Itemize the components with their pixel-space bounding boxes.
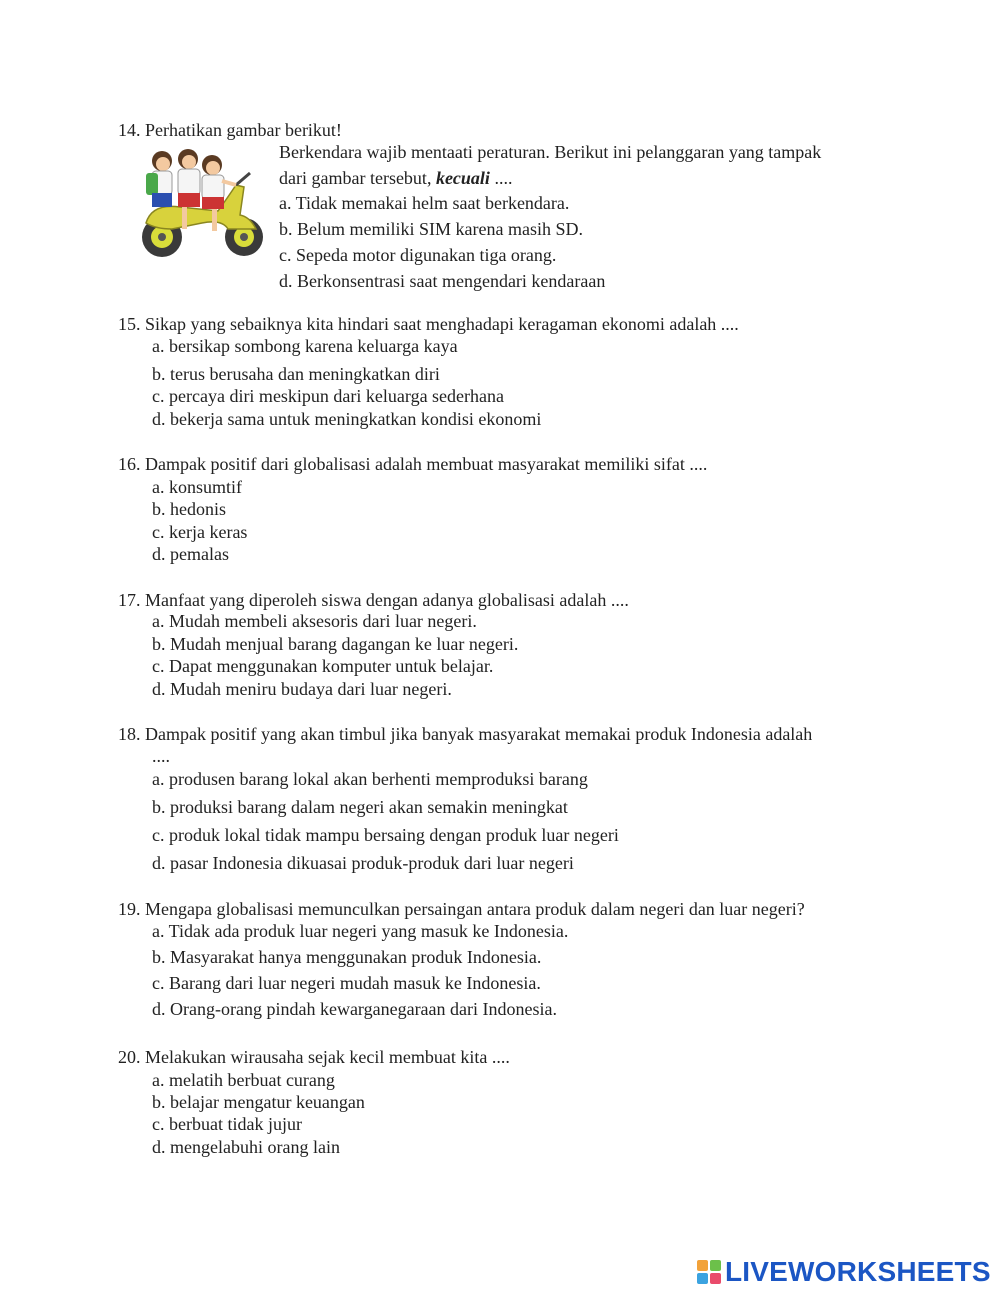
question-15-stem: 15. Sikap yang sebaiknya kita hindari saat menghadapi keragaman ekonomi adalah .... bbox=[118, 314, 739, 334]
question-19-option-c: c. Barang dari luar negeri mudah masuk ke Indonesia. bbox=[152, 973, 541, 993]
question-14-option-d: d. Berkonsentrasi saat mengendari kendaraan bbox=[279, 271, 606, 291]
question-16-option-b: b. hedonis bbox=[152, 499, 226, 519]
question-15-option-a: a. bersikap sombong karena keluarga kaya bbox=[152, 336, 458, 356]
question-17-option-d: d. Mudah meniru budaya dari luar negeri. bbox=[152, 679, 452, 699]
question-20-option-a: a. melatih berbuat curang bbox=[152, 1070, 335, 1090]
question-18-option-d: d. pasar Indonesia dikuasai produk-produk dari luar negeri bbox=[152, 853, 574, 873]
question-20-option-b: b. belajar mengatur keuangan bbox=[152, 1092, 365, 1112]
question-14-text-prefix: dari gambar tersebut, bbox=[279, 168, 436, 188]
question-17-option-a: a. Mudah membeli aksesoris dari luar negeri. bbox=[152, 611, 477, 631]
question-14-option-a: a. Tidak memakai helm saat berkendara. bbox=[279, 193, 570, 213]
logo-blocks-icon bbox=[697, 1260, 721, 1284]
question-20-option-d: d. mengelabuhi orang lain bbox=[152, 1137, 340, 1157]
question-14-option-b: b. Belum memiliki SIM karena masih SD. bbox=[279, 219, 583, 239]
question-14-text-line-2 bbox=[279, 167, 512, 189]
logo-text: LIVEWORKSHEETS bbox=[725, 1256, 991, 1287]
question-17-option-c: c. Dapat menggunakan komputer untuk belajar. bbox=[152, 656, 494, 676]
question-14-emphasis: kecuali bbox=[435, 168, 490, 188]
question-17-stem: 17. Manfaat yang diperoleh siswa dengan adanya globalisasi adalah .... bbox=[118, 590, 629, 610]
logo-block-1 bbox=[697, 1260, 708, 1271]
question-17-option-b: b. Mudah menjual barang dagangan ke luar negeri. bbox=[152, 634, 519, 654]
question-20-stem: 20. Melakukan wirausaha sejak kecil membuat kita .... bbox=[118, 1047, 510, 1067]
motorcycle-children-illustration bbox=[132, 145, 272, 263]
logo-block-3 bbox=[697, 1273, 708, 1284]
question-16-option-c: c. kerja keras bbox=[152, 522, 248, 542]
question-18-option-b: b. produksi barang dalam negeri akan semakin meningkat bbox=[152, 797, 568, 817]
question-14-text-line-1: Berkendara wajib mentaati peraturan. Berikut ini pelanggaran yang tampak bbox=[279, 142, 822, 162]
question-20-option-c: c. berbuat tidak jujur bbox=[152, 1114, 302, 1134]
question-19-option-a: a. Tidak ada produk luar negeri yang masuk ke Indonesia. bbox=[152, 921, 569, 941]
question-18-option-a: a. produsen barang lokal akan berhenti memproduksi barang bbox=[152, 769, 588, 789]
logo-block-4 bbox=[710, 1273, 721, 1284]
question-14-text-suffix: .... bbox=[489, 168, 513, 188]
logo-block-2 bbox=[710, 1260, 721, 1271]
question-18-stem: 18. Dampak positif yang akan timbul jika banyak masyarakat memakai produk Indonesia adalah bbox=[118, 724, 813, 744]
question-15-option-d: d. bekerja sama untuk meningkatkan kondisi ekonomi bbox=[152, 409, 542, 429]
question-19-stem: 19. Mengapa globalisasi memunculkan persaingan antara produk dalam negeri dan luar negeri? bbox=[118, 899, 805, 919]
question-19-option-b: b. Masyarakat hanya menggunakan produk Indonesia. bbox=[152, 947, 542, 967]
question-16-option-a: a. konsumtif bbox=[152, 477, 242, 497]
question-16-stem: 16. Dampak positif dari globalisasi adalah membuat masyarakat memiliki sifat .... bbox=[118, 454, 708, 474]
question-19-option-d: d. Orang-orang pindah kewarganegaraan dari Indonesia. bbox=[152, 999, 557, 1019]
question-15-option-c: c. percaya diri meskipun dari keluarga sederhana bbox=[152, 386, 505, 406]
liveworksheets-logo bbox=[697, 1255, 991, 1289]
question-14-stem: 14. Perhatikan gambar berikut! bbox=[118, 120, 342, 140]
question-14-option-c: c. Sepeda motor digunakan tiga orang. bbox=[279, 245, 557, 265]
question-15-option-b: b. terus berusaha dan meningkatkan diri bbox=[152, 364, 440, 384]
question-18-option-c: c. produk lokal tidak mampu bersaing dengan produk luar negeri bbox=[152, 825, 619, 845]
question-16-option-d: d. pemalas bbox=[152, 544, 229, 564]
question-18-stem-continuation: .... bbox=[152, 746, 170, 766]
